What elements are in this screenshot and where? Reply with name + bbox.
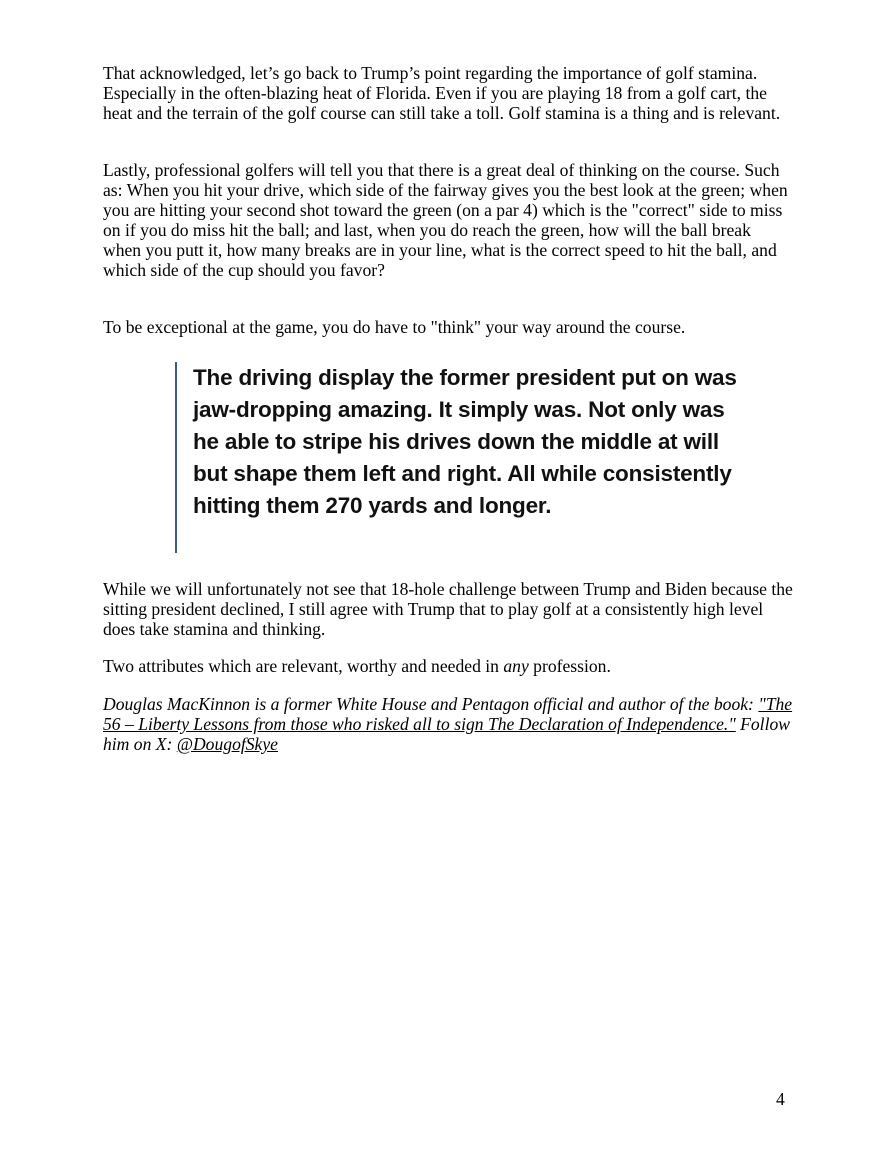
- author-bio-intro: Douglas MacKinnon is a former White House and Pentagon official and author of the book:: [103, 694, 759, 714]
- pull-quote-bar: [175, 362, 177, 553]
- page-number: 4: [776, 1089, 785, 1109]
- attributes-text-end: profession.: [528, 656, 611, 676]
- paragraph-think-your-way: To be exceptional at the game, you do have to "think" your way around the course.: [103, 317, 686, 337]
- pull-quote: The driving display the former president put on was jaw-dropping amazing. It simply was. Not only was he able to stripe his drives down the middle at will but shape them left and right. All while consistently hitting them 270 yards and longer.: [193, 365, 737, 518]
- author-bio: [103, 694, 793, 754]
- paragraph-challenge: While we will unfortunately not see that 18-hole challenge between Trump and Biden because the sitting president declined, I still agree with Trump that to play golf at a consistently high level does take stamina and thinking.: [103, 579, 793, 639]
- x-handle-link[interactable]: @DougofSkye: [176, 734, 278, 754]
- book-link[interactable]: "The 56 – Liberty Lessons from those who risked all to sign The Declaration of Independence.": [103, 694, 793, 734]
- paragraph-attributes: [103, 656, 793, 676]
- paragraph-golf-stamina: That acknowledged, let’s go back to Trump’s point regarding the importance of golf stamina. Especially in the often-blazing heat of Florida. Even if you are playing 18 from a golf cart, the heat and the terrain of the golf course can still take a toll. Golf stamina is a thing and is relevant.: [103, 63, 781, 123]
- attributes-text-start: Two attributes which are relevant, worthy and needed in: [103, 656, 504, 676]
- attributes-emphasis: any: [503, 656, 529, 676]
- author-bio-follow: Follow him on X:: [103, 714, 790, 754]
- paragraph-thinking-on-course: Lastly, professional golfers will tell you that there is a great deal of thinking on the course. Such as: When you hit your drive, which side of the fairway gives you the best look at the green; when you are hitting your second shot toward the green (on a par 4) which is the "correct" side to miss on if you do miss hit the ball; and last, when you do reach the green, how will the ball break when you putt it, how many breaks are in your line, what is the correct speed to hit the ball, and which side of the cup should you favor?: [103, 160, 788, 280]
